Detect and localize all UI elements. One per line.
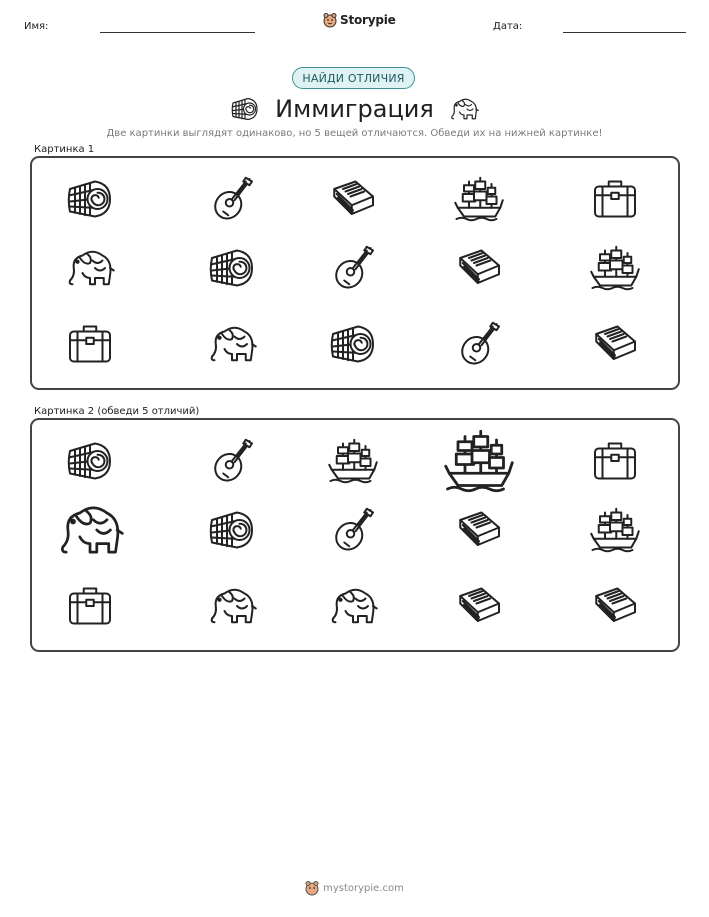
date-label: Дата: [493, 21, 523, 32]
storypie-mascot-icon [323, 12, 337, 28]
instructions: Две картинки выглядят одинаково, но 5 вещей отличаются. Обведи их на нижней картинке! [106, 128, 603, 139]
footer [0, 880, 709, 896]
ship-icon[interactable] [444, 426, 514, 496]
ship-icon[interactable] [590, 505, 640, 555]
find-differences-badge: НАЙДИ ОТЛИЧИЯ [292, 67, 415, 89]
book-icon [590, 319, 640, 369]
elephant-icon[interactable] [328, 581, 378, 631]
ship-icon [590, 243, 640, 293]
elephant-icon [207, 319, 257, 369]
suitcase-icon[interactable] [590, 436, 640, 486]
date-line[interactable] [563, 32, 686, 33]
mandolin-icon[interactable] [207, 436, 257, 486]
ship-icon[interactable] [328, 436, 378, 486]
page-title: Иммиграция [275, 95, 434, 123]
picture-1-panel [30, 156, 680, 390]
bedroll-icon[interactable] [207, 505, 257, 555]
book-icon[interactable] [454, 581, 504, 631]
bedroll-icon [65, 174, 115, 224]
book-icon[interactable] [590, 581, 640, 631]
mandolin-icon[interactable] [328, 505, 378, 555]
elephant-icon[interactable] [56, 496, 124, 564]
elephant-icon [65, 243, 115, 293]
panel1-label: Картинка 1 [34, 144, 95, 155]
mandolin-icon [454, 319, 504, 369]
suitcase-icon [65, 319, 115, 369]
panel2-label: Картинка 2 (обведи 5 отличий) [34, 406, 200, 417]
storypie-mascot-icon [305, 880, 319, 896]
brand-name: Storypie [340, 13, 396, 27]
picture-2-panel[interactable] [30, 418, 680, 652]
ship-icon [454, 174, 504, 224]
elephant-icon [449, 94, 479, 128]
suitcase-icon[interactable] [65, 581, 115, 631]
elephant-icon[interactable] [207, 581, 257, 631]
name-label: Имя: [24, 21, 49, 32]
book-icon[interactable] [454, 505, 504, 555]
name-line[interactable] [100, 32, 255, 33]
mandolin-icon [328, 243, 378, 293]
title-row [0, 92, 709, 126]
footer-url[interactable]: mystorypie.com [323, 882, 404, 894]
bedroll-icon [328, 319, 378, 369]
bedroll-icon[interactable] [65, 436, 115, 486]
bedroll-icon [207, 243, 257, 293]
suitcase-icon [590, 174, 640, 224]
book-icon [454, 243, 504, 293]
book-icon [328, 174, 378, 224]
mandolin-icon [207, 174, 257, 224]
brand-logo [323, 12, 396, 28]
